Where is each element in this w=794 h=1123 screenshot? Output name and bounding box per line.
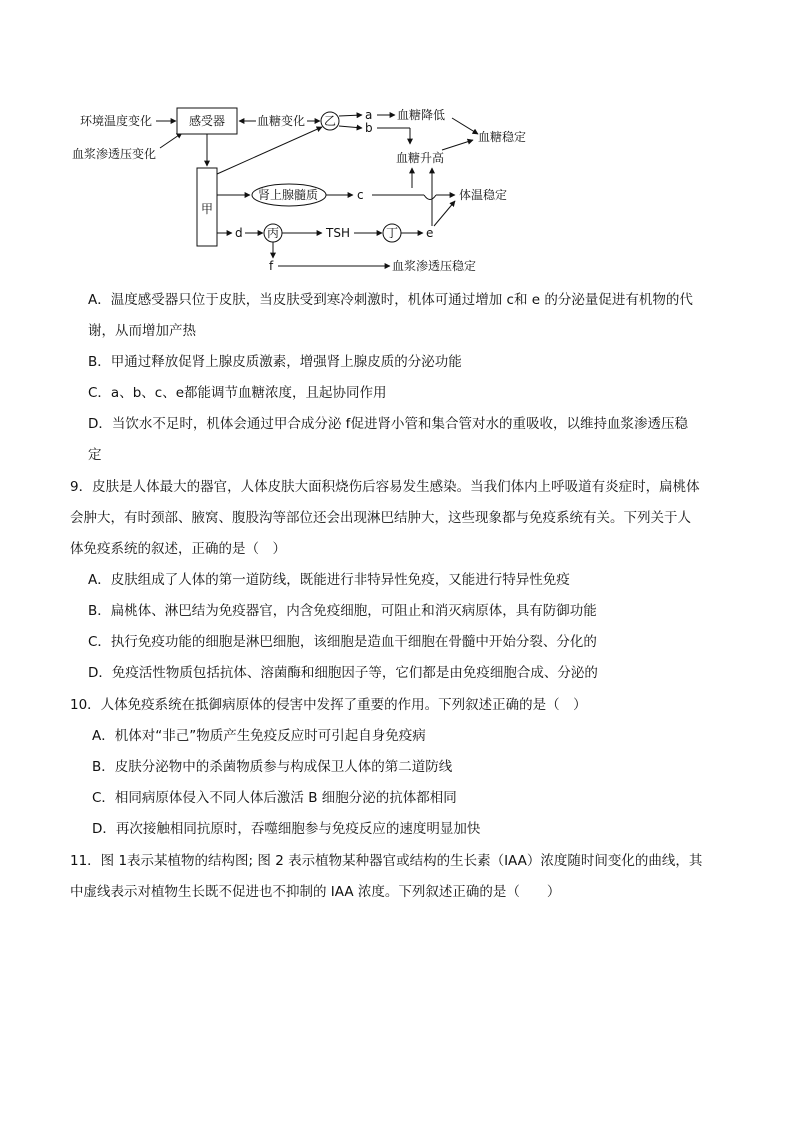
q8-option-c: C．a、b、c、e都能调节血糖浓度，且起协同作用 (88, 385, 387, 401)
q9-option-d: D．免疫活性物质包括抗体、溶菌酶和细胞因子等，它们都是由免疫细胞合成、分泌的 (88, 665, 598, 681)
temp-stable-label: 体温稳定 (459, 188, 508, 202)
q10-option-a: A．机体对“非己”物质产生免疫反应时可引起自身免疫病 (92, 728, 426, 744)
node-e: e (426, 226, 434, 240)
sugar-up-label: 血糖升高 (396, 151, 445, 165)
regulation-diagram (60, 98, 540, 280)
node-b: b (365, 121, 373, 135)
node-ding: 丁 (386, 226, 399, 240)
q9-stem-line2: 会肿大，有时颈部、腋窝、腹股沟等部位还会出现淋巴结肿大，这些现象都与免疫系统有关。下列关于人 (70, 510, 691, 526)
q10-option-d: D．再次接触相同抗原时，吞噬细胞参与免疫反应的速度明显加快 (92, 821, 481, 837)
osm-stable-label: 血浆渗透压稳定 (392, 259, 477, 273)
plasma-osm-label: 血浆渗透压变化 (72, 147, 157, 161)
blood-sugar-change-label: 血糖变化 (257, 114, 306, 128)
q8-option-d-line2: 定 (88, 447, 102, 463)
q11-stem-line1: 11．图 1表示某植物的结构图; 图 2 表示植物某种器官或结构的生长素（IAA）浓度随时间变化的曲线，其 (70, 853, 703, 869)
q10-stem: 10．人体免疫系统在抵御病原体的侵害中发挥了重要的作用。下列叙述正确的是（ ） (70, 697, 587, 713)
node-a: a (365, 108, 373, 122)
q11-stem-line2: 中虚线表示对植物生长既不促进也不抑制的 IAA 浓度。下列叙述正确的是（ ） (70, 884, 561, 900)
q9-option-b: B．扁桃体、淋巴结为免疫器官，内含免疫细胞，可阻止和消灭病原体，具有防御功能 (88, 603, 597, 619)
node-c: c (357, 188, 364, 202)
q10-option-b: B．皮肤分泌物中的杀菌物质参与构成保卫人体的第二道防线 (92, 759, 453, 775)
node-jia: 甲 (201, 202, 214, 216)
node-bing: 丙 (267, 226, 280, 240)
q8-option-b: B．甲通过释放促肾上腺皮质激素，增强肾上腺皮质的分泌功能 (88, 354, 462, 370)
q9-option-a: A．皮肤组成了人体的第一道防线，既能进行非特异性免疫，又能进行特异性免疫 (88, 572, 570, 588)
node-tsh: TSH (326, 226, 350, 240)
q9-option-c: C．执行免疫功能的细胞是淋巴细胞，该细胞是造血干细胞在骨髓中开始分裂、分化的 (88, 634, 597, 650)
q8-option-a-line1: A．温度感受器只位于皮肤，当皮肤受到寒冷刺激时，机体可通过增加 c和 e 的分泌量促进有机物的代 (88, 292, 693, 308)
q9-stem-line3: 体免疫系统的叙述，正确的是（ ） (70, 541, 286, 557)
q9-stem-line1: 9．皮肤是人体最大的器官，人体皮肤大面积烧伤后容易发生感染。当我们体内上呼吸道有炎症时，扁桃体 (70, 479, 700, 495)
node-d: d (235, 226, 243, 240)
env-temp-label: 环境温度变化 (80, 114, 153, 128)
node-f: f (269, 259, 274, 273)
receptor-box: 感受器 (189, 114, 226, 128)
q8-option-d-line1: D．当饮水不足时，机体会通过甲合成分泌 f促进肾小管和集合管对水的重吸收，以维持血浆渗透压稳 (88, 416, 688, 432)
q10-option-c: C．相同病原体侵入不同人体后激活 B 细胞分泌的抗体都相同 (92, 790, 457, 806)
adrenal-medulla-node: 肾上腺髓质 (258, 188, 319, 202)
node-yi: 乙 (324, 114, 337, 128)
sugar-stable-label: 血糖稳定 (478, 130, 527, 144)
q8-option-a-line2: 谢，从而增加产热 (88, 323, 196, 339)
sugar-down-label: 血糖降低 (397, 108, 446, 122)
